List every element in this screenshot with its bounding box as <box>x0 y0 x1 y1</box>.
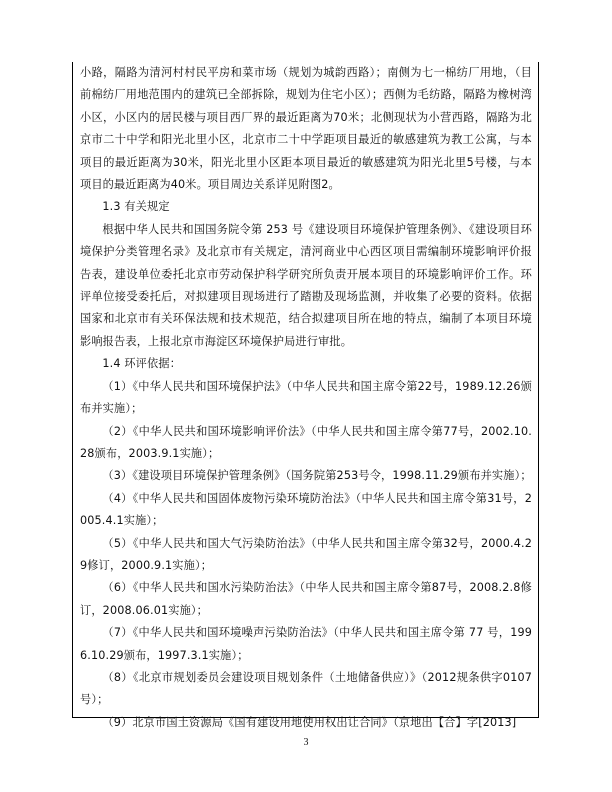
basis-item-8: （8）《北京市规划委员会建设项目规划条件（土地储备供应）》（2012规条供字0107号）； <box>80 670 532 707</box>
basis-item-4: （4）《中华人民共和国固体废物污染环境防治法》（中华人民共和国主席令第31号，2005.4.1实施）； <box>80 491 532 528</box>
intro-paragraph: 小路，隔路为清河村村民平房和菜市场（规划为城韵西路）；南侧为七一棉纺厂用地，（目前棉纺厂用地范围内的建筑已全部拆除，规划为住宅小区）；西侧为毛纺路，隔路为橡树湾小区，小区内的居民楼与项目西厂界的最近距离为70米；北侧现状为小营西路，隔路为北京市二十中学和阳光北里小区，北京市二十中学距项目最近的敏感建筑为教工公寓，与本项目的最近距离为30米，阳光北里小区距本项目最近的敏感建筑为阳光北里5号楼，与本项目的最近距离为40米。项目周边关系详见附图2。 <box>80 66 532 192</box>
basis-item-6: （6）《中华人民共和国水污染防治法》（中华人民共和国主席令第87号，2008.2.8修订，2008.06.01实施）； <box>80 581 532 617</box>
section-heading-1-3: 1.3 有关规定 <box>102 200 170 214</box>
basis-item-7: （7）《中华人民共和国环境噪声污染防治法》（中华人民共和国主席令第 77 号，1996.10.29颁布，1997.3.1实施）； <box>80 626 532 662</box>
basis-item-5: （5）《中华人民共和国大气污染防治法》（中华人民共和国主席令第32号，2000.4.29修订，2000.9.1实施）； <box>80 536 532 572</box>
regulations-paragraph: 根据中华人民共和国国务院令第 253 号《建设项目环境保护管理条例》、《建设项目环境保护分类管理名录》及北京市有关规定，清河商业中心西区项目需编制环境影响评价报告表，建设单位委托北京市劳动保护科学研究所负责开展本项目的环境影响评价工作。环评单位接受委托后，对拟建项目现场进行了踏勘及现场监测，并收集了必要的资料。依据国家和北京市有关环保法规和技术规范，结合拟建项目所在地的特点，编制了本项目环境影响报告表，上报北京市海淀区环境保护局进行审批。 <box>80 222 532 348</box>
page-number: 3 <box>303 737 309 748</box>
section-heading-1-4: 1.4 环评依据： <box>102 357 182 371</box>
basis-item-3: （3）《建设项目环境保护管理条例》（国务院第253号令，1998.11.29颁布并实施）； <box>102 469 532 483</box>
basis-item-1: （1）《中华人民共和国环境保护法》（中华人民共和国主席令第22号，1989.12.26颁布并实施）； <box>80 379 532 416</box>
document-frame <box>72 62 539 729</box>
basis-item-2: （2）《中华人民共和国环境影响评价法》（中华人民共和国主席令第77号，2002.10.28颁布，2003.9.1实施）； <box>80 424 532 460</box>
basis-item-9: （9）北京市国土资源局《国有建设用地使用权出让合同》（京地出【合】字[2013] <box>102 715 517 729</box>
document-body <box>80 62 532 734</box>
